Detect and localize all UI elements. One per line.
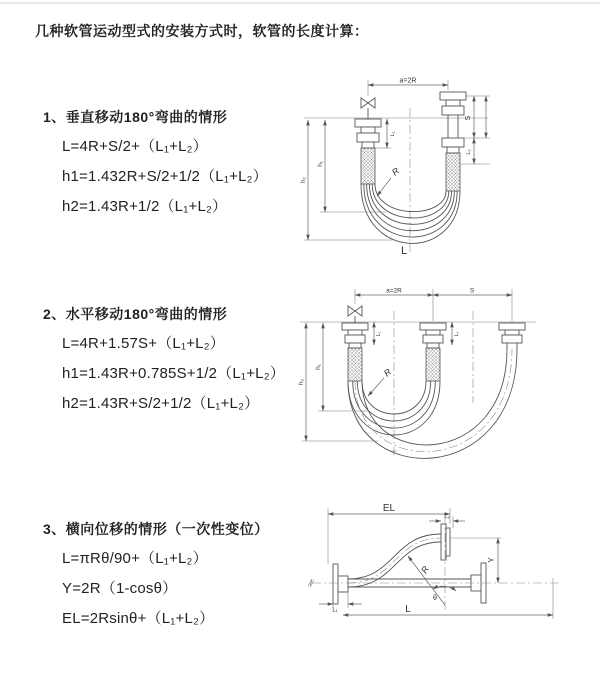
formula-line: Y=2R（1-cosθ） <box>62 580 178 597</box>
formula-line: L=4R+S/2+（L₁+L₂） <box>62 138 208 155</box>
dim-label-h1: h₁ <box>315 364 322 370</box>
valve-icon <box>348 306 362 316</box>
dim-label-l1: L₁ <box>376 331 382 337</box>
dim-label-l2: L₂ <box>466 149 472 155</box>
radius-label-r: R <box>419 564 431 575</box>
scan-artifact-top <box>0 2 600 4</box>
section-2-formulas <box>62 329 285 419</box>
dim-label-l2: L₂ <box>444 514 450 520</box>
radius-label-r: R <box>381 366 394 379</box>
formula-line: h1=1.43R+0.785S+1/2（L₁+L₂） <box>62 365 285 382</box>
formula-line: L=4R+1.57S+（L₁+L₂） <box>62 335 225 352</box>
section-3-formulas <box>62 544 214 634</box>
section-2-heading: 2、水平移动180°弯曲的情形 <box>43 306 228 322</box>
length-label-l: L <box>405 604 411 615</box>
dim-label-l1: L₁ <box>390 131 396 137</box>
length-label-l: L <box>400 245 408 257</box>
formula-line: EL=2Rsinθ+（L₁+L₂） <box>62 610 215 627</box>
dim-label-l1: L₁ <box>332 607 338 614</box>
dim-label-s: S <box>465 115 472 121</box>
angle-label-theta: θ <box>433 595 437 602</box>
formula-line: h2=1.43R+1/2（L₁+L₂） <box>62 198 228 215</box>
dim-label-el: EL <box>382 503 396 514</box>
dim-label-h2: h₂ <box>300 176 307 184</box>
radius-label-r: R <box>389 165 402 178</box>
dim-label-h2: h₂ <box>298 378 305 386</box>
diagram-horizontal-180-bend <box>296 283 596 469</box>
dim-label-s: S <box>469 287 475 295</box>
dim-label-h1: h₁ <box>317 161 324 167</box>
dim-label-a2r: a=2R <box>386 287 402 295</box>
dim-label-y: Y <box>487 557 496 563</box>
valve-icon <box>361 98 375 108</box>
formula-line: h1=1.432R+S/2+1/2（L₁+L₂） <box>62 168 268 185</box>
dim-label-a2r: a=2R <box>399 77 417 85</box>
formula-line: h2=1.43R+S/2+1/2（L₁+L₂） <box>62 395 260 412</box>
section-3-heading: 3、横向位移的情形（一次性变位） <box>43 521 269 537</box>
diagram-lateral-displacement <box>305 498 600 630</box>
section-1-formulas <box>62 132 268 222</box>
diagram-vertical-180-bend <box>298 72 590 264</box>
section-1-heading: 1、垂直移动180°弯曲的情形 <box>43 109 228 125</box>
dim-label-l2: L₂ <box>454 331 460 337</box>
formula-line: L=πRθ/90+（L₁+L₂） <box>62 550 208 567</box>
page-title: 几种软管运动型式的安装方式时，软管的长度计算： <box>35 23 369 39</box>
